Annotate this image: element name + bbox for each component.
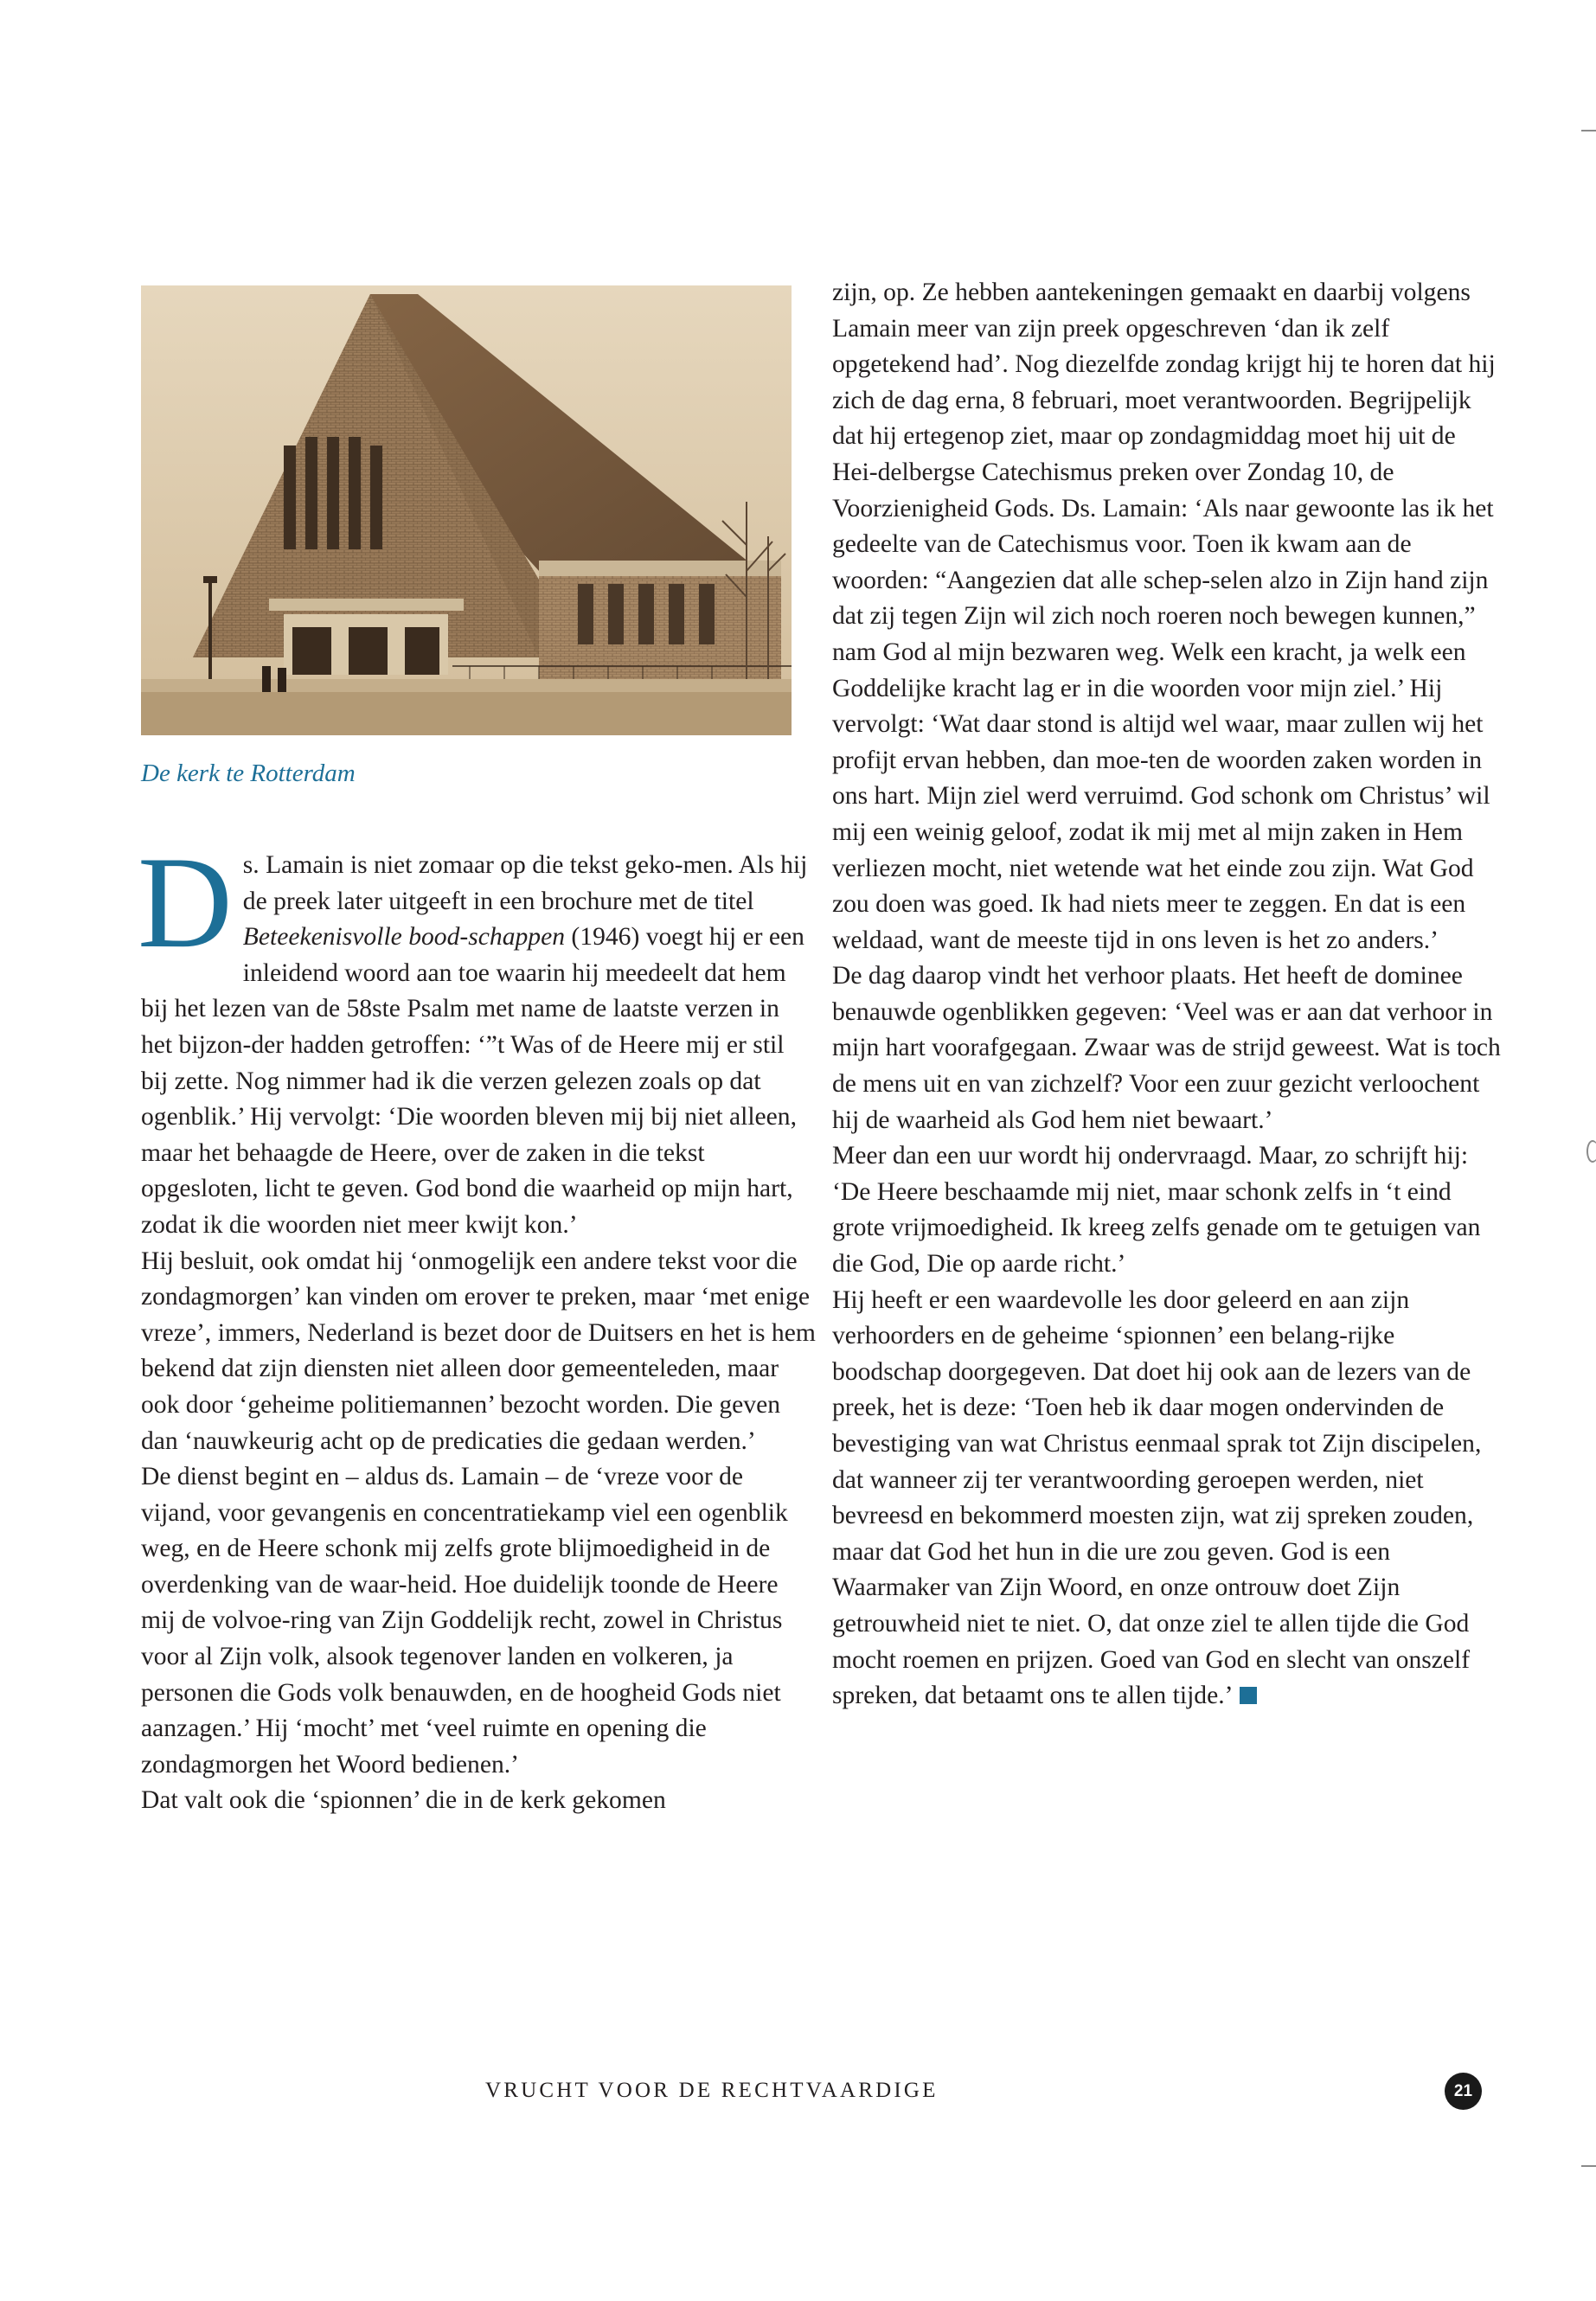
drop-cap: D xyxy=(138,830,233,975)
paragraph xyxy=(138,830,816,1244)
paragraph: De dienst begint en – aldus ds. Lamain – de ‘vreze voor de vijand, voor gevangenis en concentratiekamp viel een ogenblik weg, en de Heere schonk mij zelfs grote blijmoedigheid in de overdenking van de waar-heid. Hoe duidelijk toonde de Heere mij de volvoe-ring van Zijn Goddelijk recht, zowel in Christus voor al Zijn volk, alsook tegenover landen en volkeren, ja personen die Gods volk benauwden, en de hoogheid Gods niet aanzagen.’ Hij ‘mocht’ met ‘veel ruimte en opening die zondagmorgen het Woord bedienen.’ xyxy=(141,1463,788,1779)
registration-mark xyxy=(1586,1140,1596,1163)
end-of-article-square-icon xyxy=(1240,1687,1257,1704)
crop-mark-top-right xyxy=(1581,130,1596,131)
paragraph-text: Hij heeft er een waardevolle les door geleerd en aan zijn verhoorders en de geheime ‘spionnen’ een belang-rijke boodschap doorgegeven. Dat doet hij ook aan de lezers van de preek, het is deze: ‘Toen heb ik daar mogen ondervinden de bevestiging van wat Christus eenmaal sprak tot Zijn discipelen, dat wanneer zij ter verantwoording geroepen werden, niet bevreesd en bekommerd moesten zijn, wat zij spreken zouden, maar dat God het hun in die ure zou geven. God is een Waarmaker van Zijn Woord, en onze ontrouw doet Zijn getrouwheid niet te niet. O, dat onze ziel te allen tijde die God mocht roemen en prijzen. Goed van God en slecht van onszelf spreken, dat betaamt ons te allen tijde.’ xyxy=(832,1285,1482,1710)
paragraph xyxy=(832,1283,1507,1715)
right-column xyxy=(832,275,1507,1715)
paragraph: Meer dan een uur wordt hij ondervraagd. Maar, zo schrijft hij: ‘De Heere beschaamde mij niet, maar schonk zelfs in ‘t eind grote vrijmoedigheid. Ik kreeg zelfs genade om te getuigen van die God, Die op aarde richt.’ xyxy=(832,1142,1481,1279)
running-title: VRUCHT VOOR DE RECHTVAARDIGE xyxy=(485,2079,939,2102)
photo-caption: De kerk te Rotterdam xyxy=(141,760,356,787)
page-number: 21 xyxy=(1445,2073,1482,2110)
paragraph-text: (1946) voegt hij er een inleidend woord aan toe waarin hij meedeelt dat hem bij het lezen van de 58ste Psalm met name de laatste verzen in het bijzon-der hadden getroffen: ‘”t Was of de Heere mij er stil bij zette. Nog nimmer had ik die verzen gelezen zoals op dat ogenblik.’ Hij vervolgt: ‘Die woorden bleven mij bij niet alleen, maar het behaagde de Heere, over de zaken in die tekst opgesloten, licht te geven. God bond die waarheid op mijn hart, zodat ik die woorden niet meer kwijt kon.’ xyxy=(141,923,804,1239)
book-title: Beteekenisvolle bood-schappen xyxy=(242,923,566,952)
left-column xyxy=(138,830,816,1819)
paragraph: zijn, op. Ze hebben aantekeningen gemaakt en daarbij volgens Lamain meer van zijn preek opgeschreven ‘dan ik zelf opgetekend had’. Nog diezelfde zondag krijgt hij te horen dat hij zich de dag erna, 8 februari, moet verantwoorden. Begrijpelijk dat hij ertegenop ziet, maar op zondagmiddag moet hij uit de Hei-delbergse Catechismus preken over Zondag 10, de Voorzienigheid Gods. Ds. Lamain: ‘Als naar gewoonte las ik het gedeelte van de Catechismus voor. Toen ik kwam aan de woorden: “Aangezien dat alle schep-selen alzo in Zijn hand zijn dat zij tegen Zijn wil zich noch roeren noch bewegen kunnen,” nam God al mijn bezwaren weg. Welk een kracht, ja welk een Goddelijke kracht lag er in die woorden voor mijn ziel.’ Hij vervolgt: ‘Wat daar stond is altijd wel waar, maar zullen wij het profijt ervan hebben, dan moe-ten de woorden zaken worden in ons hart. Mijn ziel werd verruimd. God schonk om Christus’ wil mij een weinig geloof, zodat ik mij met al mijn zaken in Hem verliezen mocht, niet wetende wat het einde zou zijn. Wat God zou doen was goed. Ik had niets meer te zeggen. En dat is een weldaad, want de meeste tijd in ons leven is het zo anders.’ xyxy=(832,279,1496,954)
paragraph: Dat valt ook die ‘spionnen’ die in de kerk gekomen xyxy=(141,1786,666,1815)
church-illustration xyxy=(141,285,792,735)
paragraph: Hij besluit, ook omdat hij ‘onmogelijk een andere tekst voor die zondagmorgen’ kan vinden om erover te preken, maar ‘met enige vreze’, immers, Nederland is bezet door de Duitsers en het is hem bekend dat zijn diensten niet alleen door gemeenteleden, maar ook door ‘geheime politiemannen’ bezocht worden. Die geven dan ‘nauwkeurig acht op de predicaties die gedaan werden.’ xyxy=(141,1247,816,1455)
church-photo xyxy=(141,285,792,735)
paragraph-text: s. Lamain is niet zomaar op die tekst geko-men. Als hij de preek later uitgeeft in een brochure met de titel xyxy=(242,851,808,915)
crop-mark-bottom-right xyxy=(1581,2165,1596,2167)
paragraph: De dag daarop vindt het verhoor plaats. Het heeft de dominee benauwde ogenblikken gegeven: ‘Veel was er aan dat verhoor in mijn hart voorafgegaan. Zwaar was de strijd geweest. Wat is toch de mens uit en van zichzelf? Voor een zuur gezicht verloochent hij de waarheid als God hem niet bewaart.’ xyxy=(832,962,1501,1134)
